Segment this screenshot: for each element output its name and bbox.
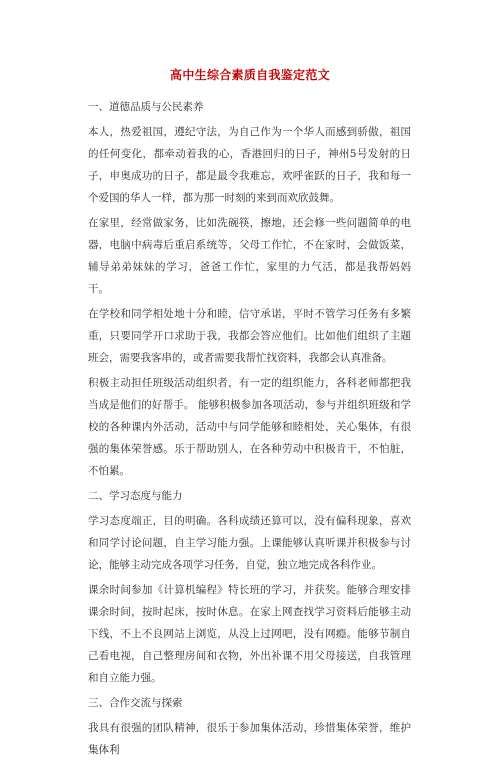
section-heading-2: 二、学习态度与能力 xyxy=(88,490,183,502)
document-body xyxy=(88,96,411,761)
section-heading-3: 三、合作交流与探索 xyxy=(88,697,183,709)
paragraph: 我具有很强的团队精神，很乐于参加集体活动，珍惜集体荣誉，维护集体利 xyxy=(88,722,411,756)
paragraph: 本人，热爱祖国，遵纪守法，为自己作为一个华人而感到骄傲，祖国的任何变化，都牵动着我的心，香港回归的日子，神州5号发射的日子，申奥成功的日子，都是最令我难忘，欢呼雀跃的日子，我和每一个爱国的华人一样，都为那一时刻的来到而欢欣鼓舞。 xyxy=(88,126,411,204)
paragraph: 课余时间参加《计算机编程》特长班的学习，并获奖。能够合理安排课余时间，按时起床，按时休息。在家上网查找学习资料后能够主动下线，不上不良网站上浏览，从没上过网吧，没有网瘾。能够节制自己看电视，自己整理房间和衣物，外出补课不用父母接送，自我管理和自立能力强。 xyxy=(88,584,411,684)
document-title: 高中生综合素质自我鉴定范文 xyxy=(170,68,330,82)
paragraph: 学习态度端正，目的明确。各科成绩还算可以，没有偏科现象，喜欢和同学讨论问题，自主学习能力强。上课能够认真听课并积极参与讨论，能够主动完成各项学习任务，自觉，独立地完成各科作业。 xyxy=(88,515,411,571)
paragraph: 在学校和同学相处地十分和睦，信守承诺，平时不管学习任务有多繁重，只要同学开口求助于我，我都会答应他们。比如他们组织了主题班会，需要我客串的，或者需要我帮忙找资料，我都会认真准备。 xyxy=(88,308,411,364)
paragraph: 在家里，经常做家务，比如洗碗筷，擦地，还会修一些问题简单的电器，电脑中病毒后重启系统等，父母工作忙，不在家时，会做饭菜，辅导弟弟妹妹的学习，爸爸工作忙，家里的力气活，都是我帮妈妈干。 xyxy=(88,217,411,295)
section-heading-1: 一、道德品质与公民素养 xyxy=(88,101,204,113)
paragraph: 积极主动担任班级活动组织者，有一定的组织能力，各科老师都把我当成是他们的好帮手。 能够积极参加各项活动，参与并组织班级和学校的各种课内外活动，活动中与同学能够和睦相处，关心集体，有很强的集体荣誉感。乐于帮助别人，在各种劳动中积极肯干，不怕脏，不怕累。 xyxy=(88,377,411,477)
